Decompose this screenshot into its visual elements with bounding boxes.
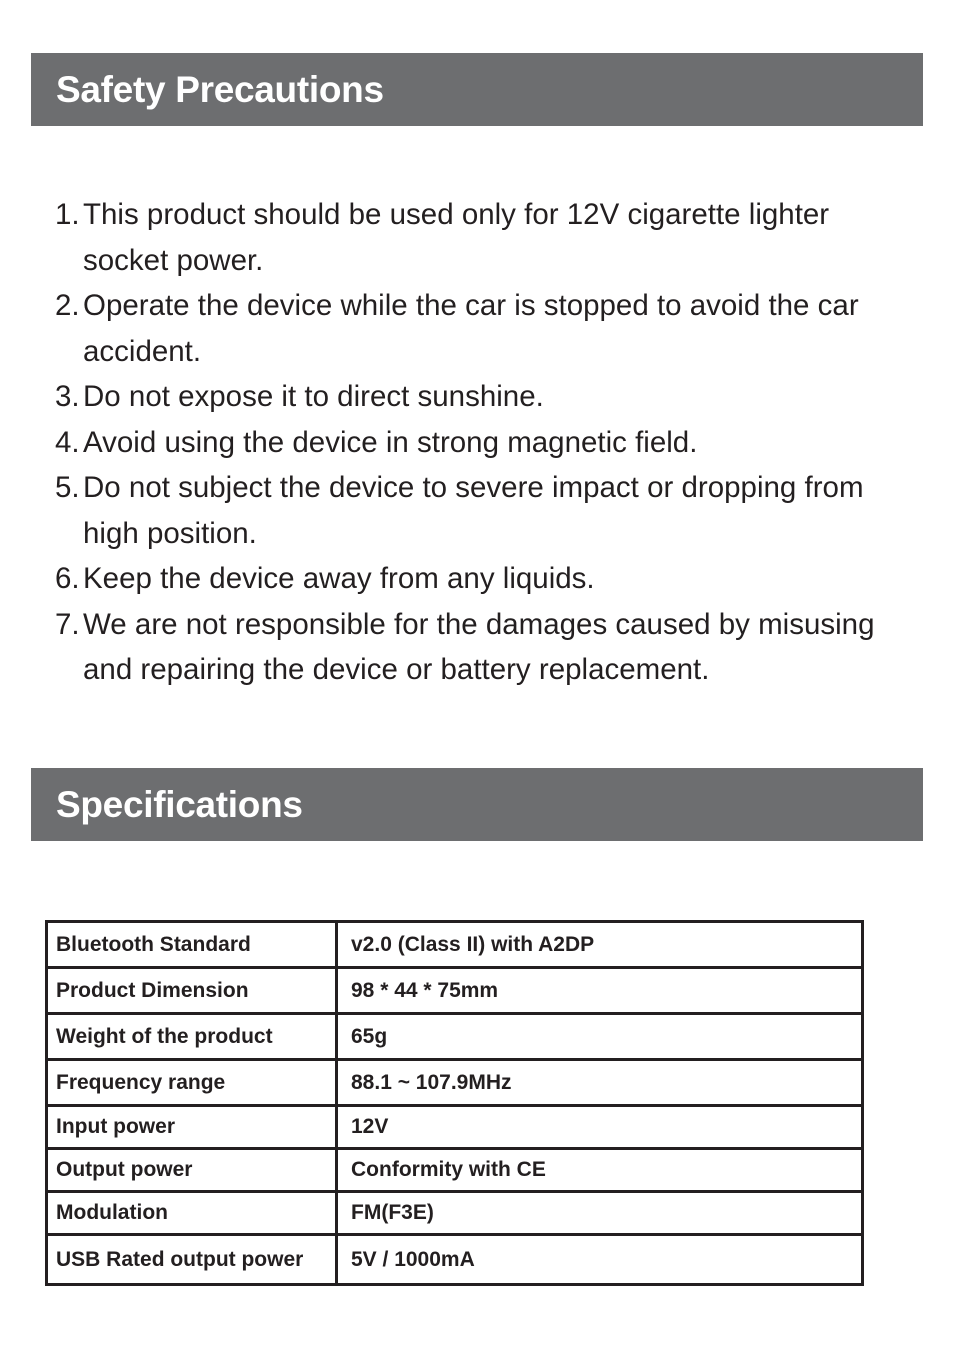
table-row [47,1192,863,1235]
safety-precautions-header [31,53,923,126]
spec-name: Input power [47,1106,337,1149]
specifications-title: Specifications [56,783,303,825]
item-text: Avoid using the device in strong magnetic field. [83,425,698,459]
spec-value: FM(F3E) [337,1192,863,1235]
item-number: 4. [55,425,80,459]
list-item [55,556,915,602]
spec-value: 98 * 44 * 75mm [337,968,863,1014]
item-number: 2. [55,289,80,322]
item-number: 7. [55,607,80,641]
item-number: 3. [55,380,80,413]
list-item [55,465,915,556]
spec-name: Weight of the product [47,1014,337,1060]
item-text: This product should be used only for 12V cigarette lighter socket power. [83,198,830,277]
item-text: We are not responsible for the damages caused by misusing and repairing the device or battery replacement. [83,607,875,686]
table-row [47,1060,863,1106]
item-text: Do not subject the device to severe impact or dropping from high position. [83,471,864,550]
list-item [55,420,915,466]
table-row [47,1106,863,1149]
table-row [47,1149,863,1192]
list-item [55,602,915,693]
table-row [47,1014,863,1060]
specifications-table [45,920,864,1286]
spec-name: Modulation [47,1192,337,1235]
table-row [47,968,863,1014]
table-row [47,922,863,968]
safety-precautions-title: Safety Precautions [56,68,384,110]
item-text: Keep the device away from any liquids. [83,562,595,595]
spec-name: Product Dimension [47,968,337,1014]
spec-value: 65g [337,1014,863,1060]
spec-value: Conformity with CE [337,1149,863,1192]
item-text: Operate the device while the car is stopped to avoid the car accident. [83,289,859,368]
spec-value: 5V / 1000mA [337,1235,863,1285]
item-number: 1. [55,198,80,231]
item-text: Do not expose it to direct sunshine. [83,380,544,413]
table-row [47,1235,863,1285]
spec-name: Bluetooth Standard [47,922,337,968]
spec-value: 88.1 ~ 107.9MHz [337,1060,863,1106]
list-item [55,374,915,420]
spec-name: Frequency range [47,1060,337,1106]
item-number: 5. [55,471,80,504]
list-item [55,283,915,374]
item-number: 6. [55,562,80,595]
spec-name: Output power [47,1149,337,1192]
safety-precautions-list [55,192,915,693]
spec-value: v2.0 (Class II) with A2DP [337,922,863,968]
list-item [55,192,915,283]
specifications-header [31,768,923,841]
spec-value: 12V [337,1106,863,1149]
spec-name: USB Rated output power [47,1235,337,1285]
